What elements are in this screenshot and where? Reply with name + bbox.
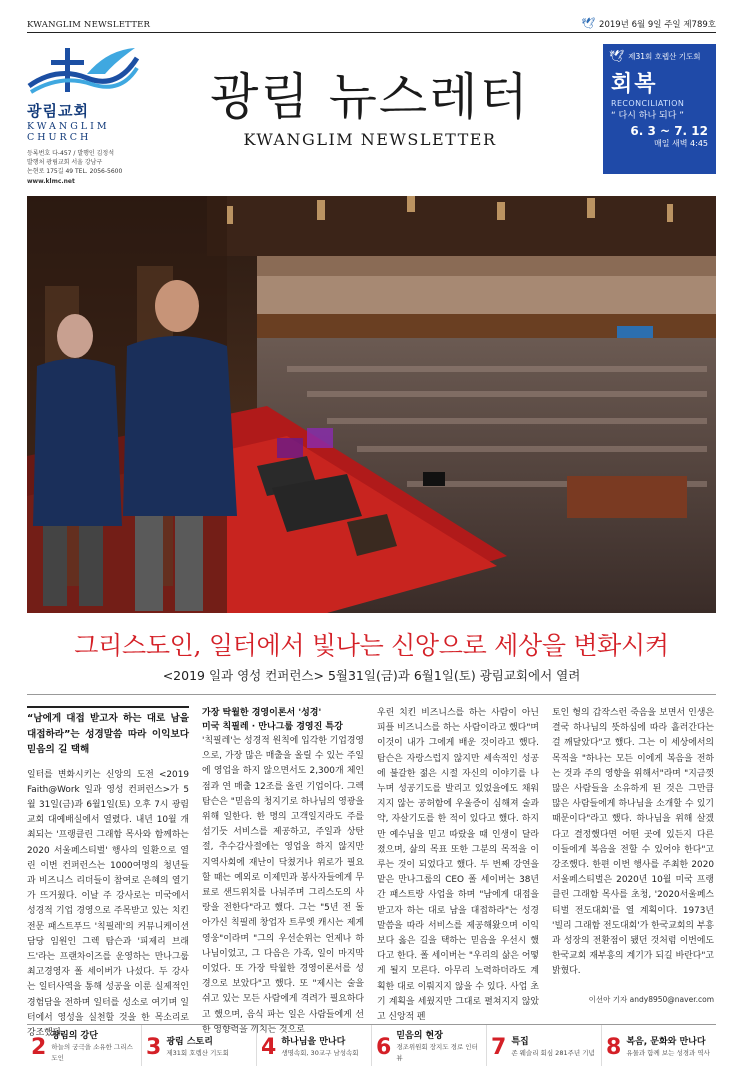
section-desc: 하늘의 궁극을 소유한 그리스도인 bbox=[51, 1043, 133, 1062]
section-desc: 제31회 호렙산 기도회 bbox=[166, 1048, 229, 1057]
article-column-2 bbox=[202, 706, 364, 1035]
section-title: 광림의 강단 bbox=[51, 1031, 98, 1041]
section-title: 복음, 문화와 만나다 bbox=[626, 1036, 706, 1047]
section-desc: 경조위원회 장지도 경로 인터뷰 bbox=[396, 1043, 478, 1062]
promo-time: 매일 새벽 4:45 bbox=[654, 139, 708, 148]
section-title: 하나님을 만나다 bbox=[281, 1036, 346, 1047]
section-page-number: 6 bbox=[376, 1034, 392, 1060]
church-info bbox=[27, 149, 167, 186]
column-1-text: 일터를 변화시키는 신앙의 도전 <2019 Faith@Work 일과 영성 컨퍼런스>가 5월 31일(금)과 6월1일(토) 오후 7시 광림교회 대예배실에서 열렸다. 내년 10월 개최되는 '프랭클린 그래함 목사와 함께하는 2020 서울페스티벌' 행사의 일환으로 열린 이번 컨퍼런스는 1000여명의 청년들과 비즈니스 리더들이 참여로 은혜의 열기가 뜨거웠다. 이날 주 강사로는 미국에서 성경적 기업 경영으로 주목받고 있는 치킨전문 패스트푸드 '칙필레'의 커뮤니케이션 담당 임원인 그렉 탐슨과 '피제리 브래드'라는 프랜차이즈를 운영하는 만나그룹 최고경영자 폴 세이버가 나섰다. 두 강사는 일터사역을 통해 성공을 이룬 실제적인 경험담을 전하며 일터를 성소로 여기며 일터에서 영성을 실천할 것을 한 목소리로 강조했다. bbox=[27, 769, 189, 1038]
conference-photo bbox=[27, 196, 716, 613]
prayer-meeting-promo[interactable] bbox=[603, 44, 716, 174]
masthead-title-ko: 광림 뉴스레터 bbox=[210, 68, 530, 126]
article-column-3 bbox=[377, 706, 539, 1023]
church-name-en-2: CHURCH bbox=[27, 132, 92, 143]
issue-info bbox=[581, 17, 716, 30]
section-heading-1: 가장 탁월한 경영이론서 '성경' bbox=[202, 708, 322, 718]
dove-icon: 🕊 bbox=[581, 17, 596, 30]
info-line-1: 등록번호 다-457 / 발행인 김정석 bbox=[27, 150, 115, 157]
column-3-text: 우린 치킨 비즈니스를 하는 사람이 아닌 피플 비즈니스를 하는 사람이라고 했다"며 이것이 내가 그에게 배운 것이라고 했다. 탐슨은 자랑스럽지 않지만 세속적인 성공에 불갈한 젊은 시절 자신의 이야기를 나누며 성공기도를 발리고 있었을에도 채워지지 않는 공허함에 우울증이 심해져 술과 약, 자살기도를 한 적이 있다고 했다. 하지만 예수님을 믿고 따랐을 때 인생이 달라졌으며, 삶의 목표 또한 그분의 목적을 이루는 것이 되었다고 했다. 두 번째 강연을 맡은 만나그룹의 CEO 폴 세이버는 38년간 패스트랑 사업을 하며 "남에게 대접을 받고자 하는 대로 남을 대접하라"는 성경말씀을 따라 서비스를 제공해왔으며 이익보다 옳은 길을 택하는 믿음을 우선시 했다고 한다. 폴 세이버는 "우리의 삶은 어떻게 될지 모른다. 아무리 노력하더라도 계획한 대로 이뤄지지 않을 수 있다. 사업 초기 계획을 세웠지만 그대로 펼쳐지지 않았고 신앙적 펜 bbox=[377, 708, 539, 1023]
conference-photo-illustration bbox=[27, 196, 716, 613]
promo-subtitle: “ 다시 하나 되다 ” bbox=[611, 111, 684, 121]
top-bar bbox=[27, 17, 716, 33]
section-index-item[interactable] bbox=[256, 1025, 371, 1066]
newsletter-label: KWANGLIM NEWSLETTER bbox=[27, 20, 151, 30]
section-page-number: 7 bbox=[491, 1034, 507, 1060]
masthead-title-en: KWANGLIM NEWSLETTER bbox=[243, 130, 497, 149]
promo-reconciliation: RECONCILIATION bbox=[611, 99, 685, 108]
section-page-number: 3 bbox=[146, 1034, 162, 1060]
section-heading-2: 미국 칙필레 · 만나그룹 경영진 특강 bbox=[202, 722, 343, 732]
section-index-item[interactable] bbox=[601, 1025, 716, 1066]
section-index-item[interactable] bbox=[371, 1025, 486, 1066]
column-2-text: '칙필레'는 성경적 원칙에 입각한 기업경영으로, 가장 많은 매출을 올릴 수 있는 주일에 영업을 하지 않으면서도 2,300개 체인점과 연 매출 12조를 올린 기업이다. 그렉 탐슨은 "믿음의 청지기로 하나님의 영광을 위해 일한다. 한 명의 고객일지라도 주를 섬기듯 서비스를 제공하고, 주일과 상탄절, 추수감사절에는 영업을 하지 않지만 지역사회에 재난이 닥쳤거나 위로가 필요할 때는 예외로 이제민과 봉사자들에게 무료로 샌드위치를 나눠주며 그리스도의 사랑을 전한다"라고 했다. 그는 "5년 전 돌아가신 칙필레 창업자 트루엣 캐시는 제게 영웅"이라며 "그의 우선순위는 언제나 하나님이었고, 그 다음은 가족, 일이 마지막이었다. 또 가장 탁월한 경영이론서를 성경으로 보았다"고 했다. 또 "제시는 술을 쉬고 있는 모든 사람에게 격려가 필요하다고 했으며, 음식 파는 일은 사람들에게 선한 영향력을 끼치는 것으로 bbox=[202, 736, 364, 1035]
cross-wave-icon bbox=[27, 44, 139, 96]
section-desc: 존 웨슬리 회심 281주년 기념 bbox=[511, 1048, 595, 1057]
section-index bbox=[27, 1024, 716, 1066]
column-4-text: 토인 형의 갑작스런 죽음을 보면서 인생은 결국 하나님의 뜻하심에 따라 흘러간다는 걸 깨달았다"고 했다. 그는 이 세상에서의 목적을 "하나는 모든 이에게 복음을 전하는 것과 주의 영향을 위해서"라며 "지금껏 많은 사람들을 소유하게 된 것은 그만큼 많은 사람들에게 하나님을 소개할 수 있기 때문이다"라고 했다. 하나님을 위해 살겠다고 결정했다면 어떤 곳에 있든지 다른 이들에게 복음을 전할 수 있어야 한다"고 강조했다. 한편 이번 행사를 주최한 2020서울페스티벌은 2020년 10월 미국 프랭클린 그래함 목사를 초청, '2020서울페스티벌 전도대회'를 열 계획이다. 1973년 '빌리 그래함 전도대회'가 한국교회의 부흥과 성장의 전환점이 됐던 것처럼 이번에도 한국교회 재부흥의 계기가 되길 바란다"고 밝혔다. bbox=[552, 708, 714, 977]
section-desc: 생명속회, 30교구 남성속회 bbox=[281, 1048, 359, 1057]
church-logo[interactable] bbox=[27, 44, 167, 184]
section-index-item[interactable] bbox=[486, 1025, 601, 1066]
promo-event: 제31회 호렙산 기도회 bbox=[628, 51, 701, 61]
church-name-en-1: KWANGLIM bbox=[27, 121, 110, 132]
section-desc: 유물과 함께 보는 성경과 역사 bbox=[626, 1048, 710, 1057]
info-line-3: 논현로 175길 49 TEL. 2056-5600 bbox=[27, 168, 123, 175]
info-line-2: 발행처 광림교회 서울 강남구 bbox=[27, 159, 103, 166]
section-page-number: 2 bbox=[31, 1034, 47, 1060]
issue-date: 2019년 6월 9일 주일 제789호 bbox=[599, 19, 716, 30]
section-index-item[interactable] bbox=[27, 1025, 141, 1066]
section-page-number: 8 bbox=[606, 1034, 622, 1060]
section-index-item[interactable] bbox=[141, 1025, 256, 1066]
article-lead: “남에게 대접 받고자 하는 대로 남을 대접하라”는 성경말씀 따라 이익보다 믿음의 길 택해 bbox=[27, 706, 189, 758]
article-headline: 그리스도인, 일터에서 빛나는 신앙으로 세상을 변화시켜 bbox=[74, 631, 669, 660]
section-page-number: 4 bbox=[261, 1034, 277, 1060]
article-column-4 bbox=[552, 706, 714, 1012]
promo-date: 6. 3 ~ 7. 12 bbox=[630, 124, 708, 138]
section-title: 특집 bbox=[511, 1036, 529, 1047]
section-title: 광림 스토리 bbox=[166, 1036, 213, 1047]
article-byline: 이선아 기자 andy8950@naver.com bbox=[588, 994, 714, 1004]
church-url[interactable]: www.klmc.net bbox=[27, 178, 75, 185]
section-title: 믿음의 현장 bbox=[396, 1031, 443, 1041]
promo-main-title: 회복 bbox=[611, 72, 658, 97]
masthead bbox=[170, 68, 570, 149]
dove-icon: 🕊 bbox=[609, 49, 625, 63]
church-name-ko: 광림교회 bbox=[27, 102, 89, 120]
article-subhead: <2019 일과 영성 컨퍼런스> 5월31일(금)과 6월1일(토) 광림교회에서 열려 bbox=[27, 666, 716, 695]
